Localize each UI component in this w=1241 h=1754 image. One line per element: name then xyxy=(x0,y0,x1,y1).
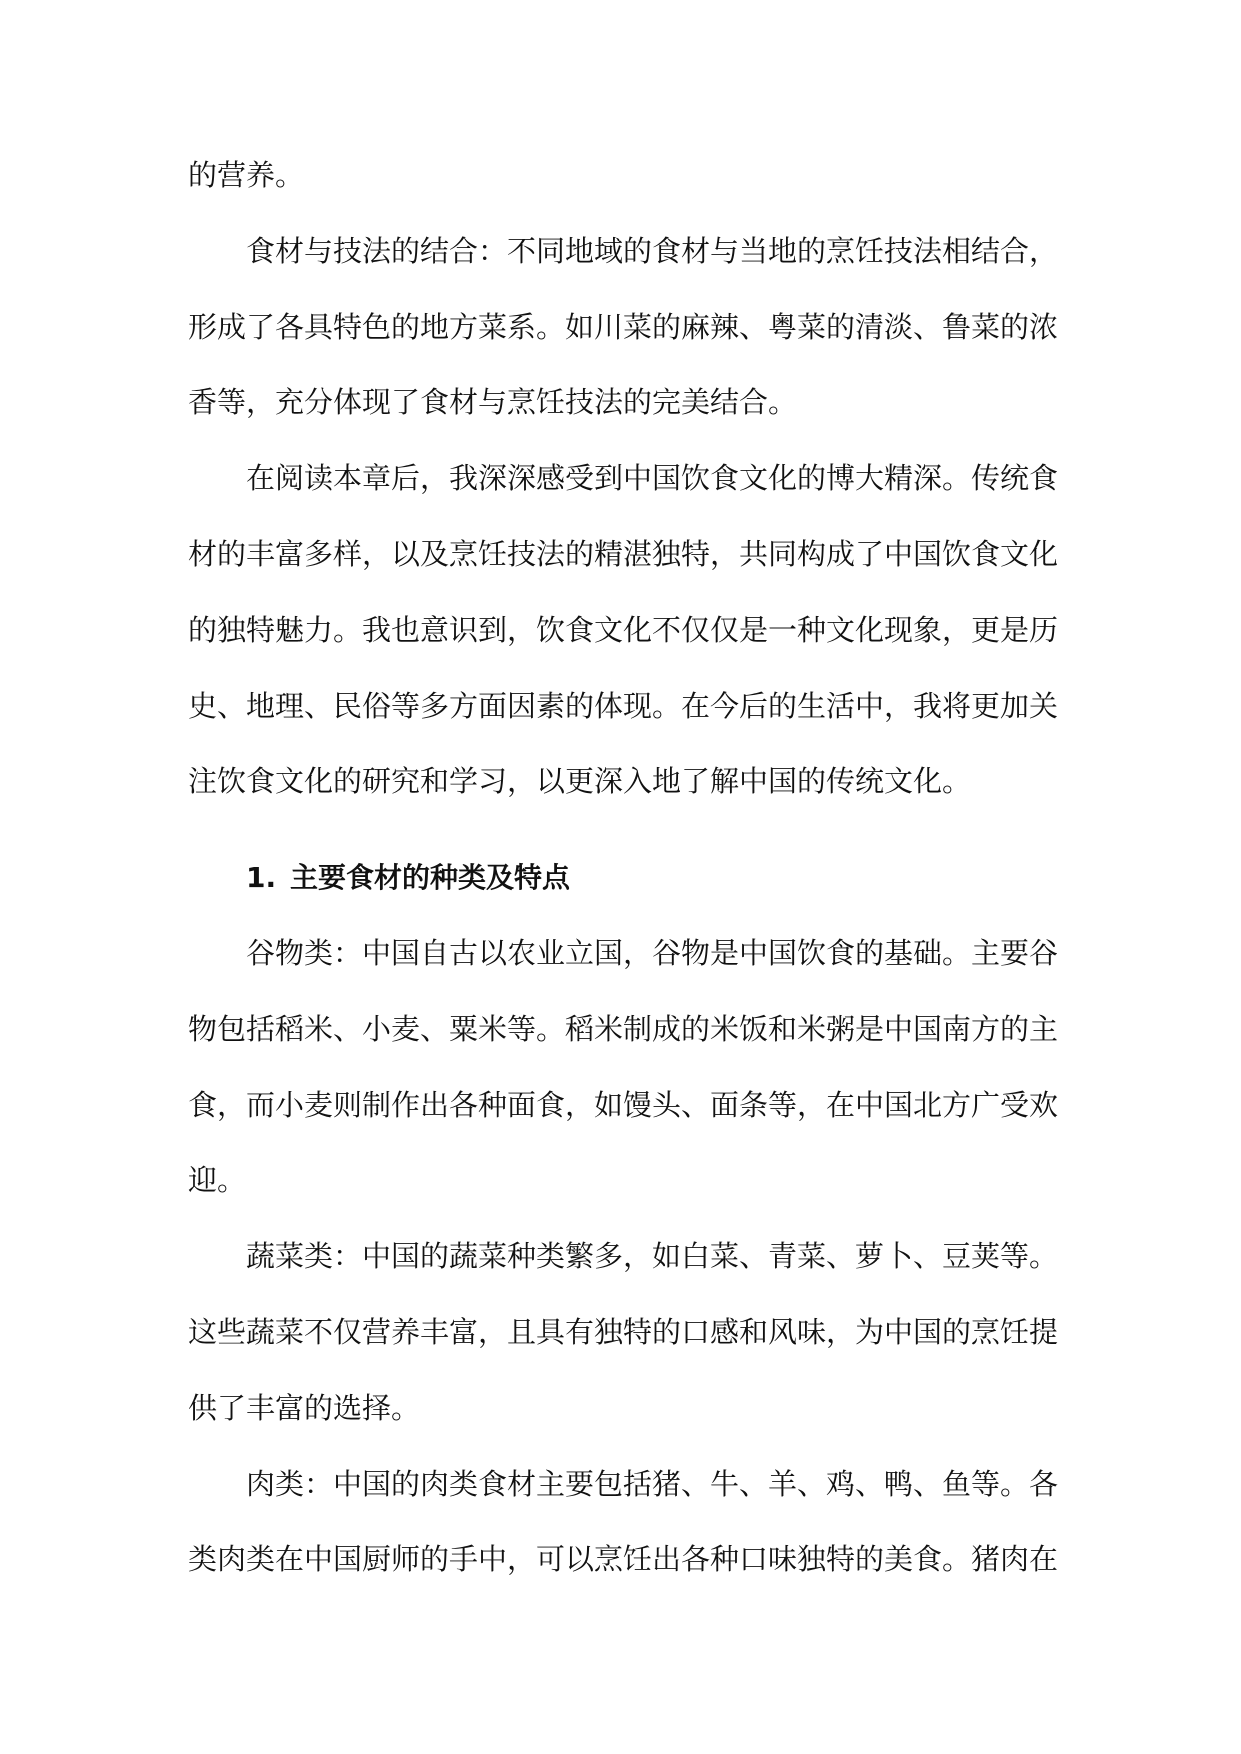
paragraph-reflection: 在阅读本章后，我深深感受到中国饮食文化的博大精深。传统食材的丰富多样，以及烹饪技法的精湛独特，共同构成了中国饮食文化的独特魅力。我也意识到，饮食文化不仅仅是一种文化现象，更是历史、地理、民俗等多方面因素的体现。在今后的生活中，我将更加关注饮食文化的研究和学习，以更深入地了解中国的传统文化。 xyxy=(188,461,1059,799)
section-title: 主要食材的种类及特点 xyxy=(290,861,571,895)
paragraph-vegetables: 蔬菜类：中国的蔬菜种类繁多，如白菜、青菜、萝卜、豆荚等。这些蔬菜不仅营养丰富，且具有独特的口感和风味，为中国的烹饪提供了丰富的选择。 xyxy=(188,1239,1059,1425)
document-page xyxy=(188,138,1058,1598)
section-number: 1. xyxy=(246,861,277,895)
section-heading xyxy=(188,840,1058,916)
paragraph-continuation: 的营养。 xyxy=(188,158,305,192)
paragraph-ingredients-techniques: 食材与技法的结合：不同地域的食材与当地的烹饪技法相结合，形成了各具特色的地方菜系。如川菜的麻辣、粤菜的清淡、鲁菜的浓香等，充分体现了食材与烹饪技法的完美结合。 xyxy=(188,233,1059,420)
paragraph-meats: 肉类：中国的肉类食材主要包括猪、牛、羊、鸡、鸭、鱼等。各类肉类在中国厨师的手中，可以烹饪出各种口味独特的美食。猪肉在 xyxy=(188,1466,1059,1577)
paragraph-grains: 谷物类：中国自古以农业立国，谷物是中国饮食的基础。主要谷物包括稻米、小麦、粟米等。稻米制成的米饭和米粥是中国南方的主食，而小麦则制作出各种面食，如馒头、面条等，在中国北方广受欢迎。 xyxy=(188,935,1059,1198)
